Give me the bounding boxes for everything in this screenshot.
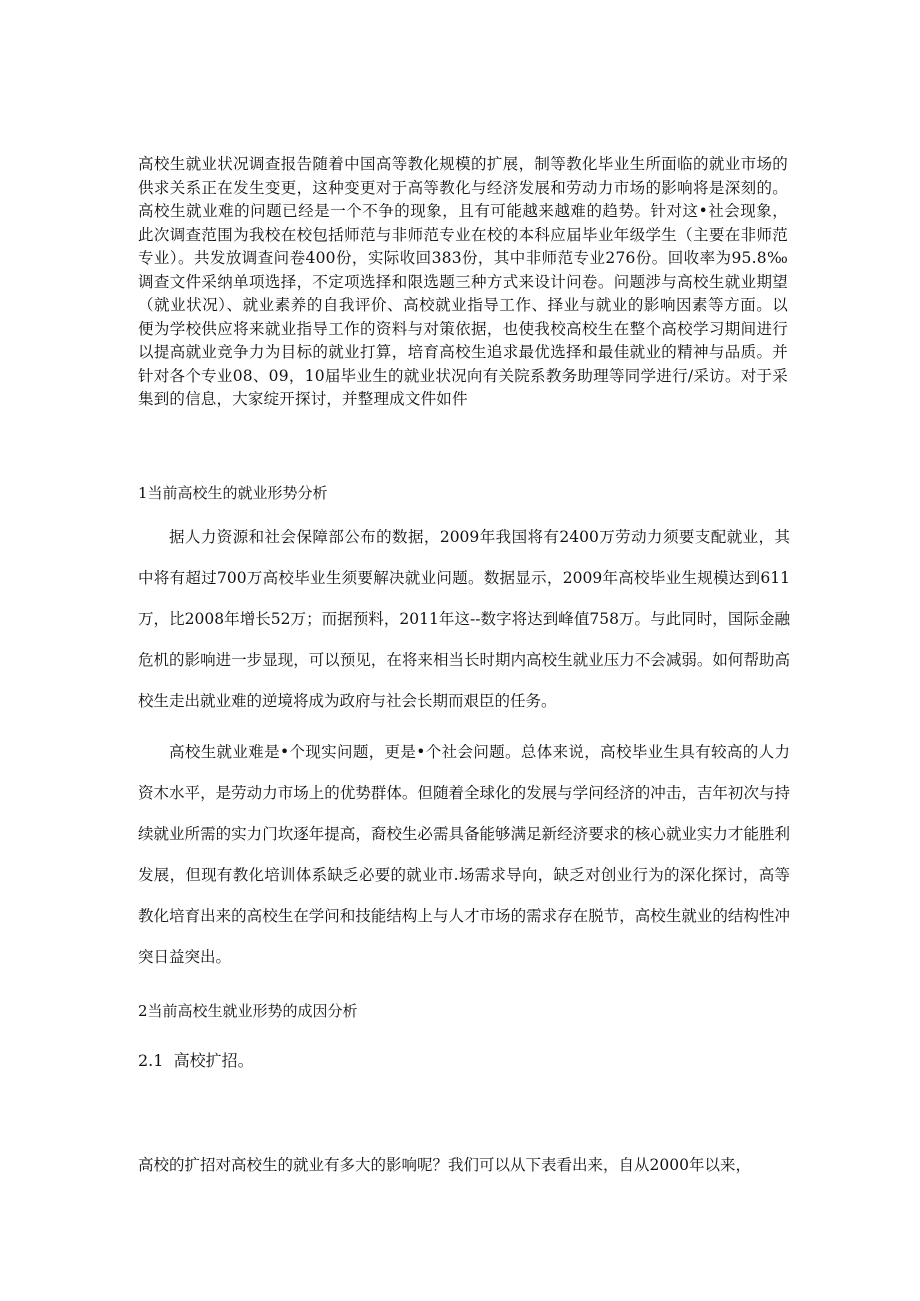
section2-1-paragraph: 高校的扩招对高校生的就业有多大的影响呢？我们可以从下表看出来，自从2000年以来， [138,1156,751,1174]
intro-paragraph: 高校生就业状况调查报告随着中国高等教化规模的扩展，制等教化毕业生所面临的就业市场的供求关系正在发生变更，这种变更对于高等教化与经济发展和劳动力市场的影响将是深刻的。高校生就业难的问题已经是一个不争的现象，且有可能越来越难的趋势。针对这•社会现象，此次调查范围为我校在校包括师范与非师范专业在校的本科应届毕业年级学生（主要在非师范专业）。共发放调查问卷400份，实际收回383份，其中非师范专业276份。回收率为95.8‰调查文件采纳单项选择，不定项选择和限选题三种方式来设计问卷。问题涉与高校生就业期望（就业状况）、就业素养的自我评价、高校就业指导工作、择业与就业的影响因素等方面。以便为学校供应将来就业指导工作的资料与对策依据，也使我校高校生在整个高校学习期间进行以提高就业竞争力为目标的就业打算，培育高校生追求最优选择和最佳就业的精神与品质。并针对各个专业08、09，10届毕业生的就业状况向有关院系教务助理等同学进行/采访。对于采集到的信息，大家绽开探讨，并整理成文件如件 [138,155,788,408]
section2-1-heading: 2.1 高校扩招。 [138,1051,254,1070]
section2-heading: 2当前高校生就业形势的成因分析 [138,1002,358,1020]
section1-heading: 1当前高校生的就业形势分析 [138,484,328,502]
section1-paragraph-1: 据人力资源和社会保障部公布的数据，2009年我国将有2400万劳动力须要支配就业，其中将有超过700万高校毕业生须要解决就业问题。数据显示，2009年高校毕业生规模达到611万，比2008年增长52万；而据预料，2011年这--数字将达到峰值758万。与此同时，国际金融危机的影响进一步显现，可以预见，在将来相当长时期内高校生就业压力不会减弱。如何帮助高校生走出就业难的逆境将成为政府与社会长期而艰臣的任务。 [138,528,790,710]
section1-paragraph-2: 高校生就业难是•个现实问题，更是•个社会问题。总体来说，高校毕业生具有较高的人力资木水平，是劳动力市场上的优势群体。但随着全球化的发展与学问经济的冲击，吉年初次与持续就业所需的实力门坎逐年提高，裔校生必需具备能够满足新经济要求的核心就业实力才能胜利发展，但现有教化培训体系缺乏必要的就业市.场需求导向，缺乏对创业行为的深化探讨，高等教化培育出来的高校生在学问和技能结构上与人才市场的需求存在脱节，高校生就业的结构性冲突日益突出。 [138,743,790,966]
